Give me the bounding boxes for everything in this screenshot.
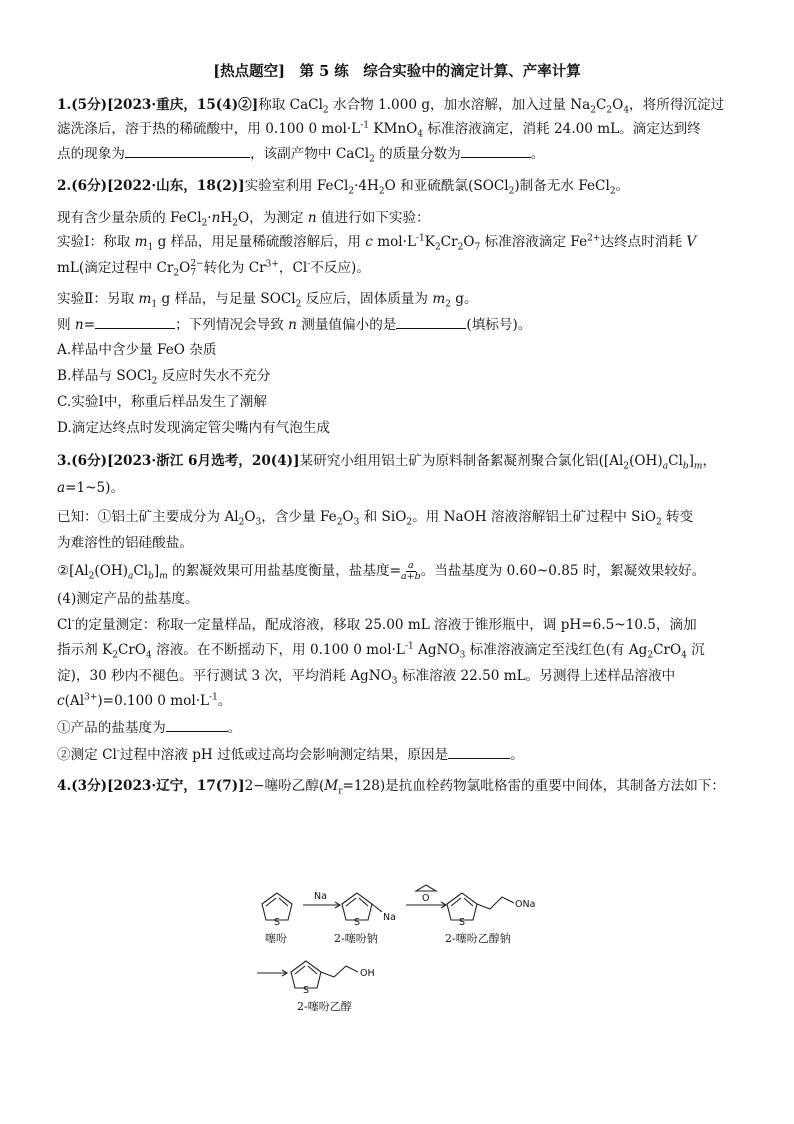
q2-line-4: mL(滴定过程中 $Cr_2O$ 2− 7 转化为 $Cr^{3+}$，Cl-不反应)。 — [57, 258, 370, 279]
q4-header: 4.(3分)[2023·辽宁，17(7)] — [57, 778, 245, 794]
epoxide-reagent — [416, 885, 436, 891]
atom-s-4: S — [303, 985, 310, 996]
q3-line-10: $c(Al^{3+})=0.100$ 0 $mol\cdot L^{-1}$。 — [57, 692, 232, 709]
q3-line-2: a=1~5)。 — [57, 480, 125, 496]
thiophene-ethanol-sodium-structure — [447, 893, 514, 920]
q2-line-6: 则 n= ；下列情况会导致 n 测量值偏小的是 (填标号)。 — [57, 314, 747, 335]
q3-line-5: $②[Al_2(OH)_aCl_b]_m$ 的絮凝效果可用盐基度衡量，盐基度= $\frac{a}{a+b}$ 。当盐基度为 0.60~0.85 时，絮凝效果较好。 — [57, 560, 706, 582]
reagent-na: Na — [314, 891, 327, 902]
q3-line-8: 指示剂 $K_2CrO_4$ 溶液。在不断摇动下，用 0.100 0 $mol\cdot L^{-1}$ AgNO$_3$ 标准溶液滴定至浅红色(有 $Ag_2CrO_4$ 沉 — [57, 641, 705, 661]
atom-ona: ONa — [515, 899, 536, 910]
atom-s-3: S — [459, 917, 466, 928]
compound-label-thiophene-ethanol: 2-噻吩乙醇 — [297, 1000, 352, 1013]
compound-label-thiophene-ethanol-sodium: 2-噻吩乙醇钠 — [445, 932, 511, 945]
atom-oh: OH — [360, 968, 375, 979]
q3-line-1: 3.(6分)[2023·浙江 6月选考，20(4)]某研究小组用铝土矿为原料制备絮凝剂聚合氯化铝($[Al_2(OH)_aCl_b]_m$， — [57, 453, 717, 472]
basicity-fraction: $\frac{a}{a+b}$ — [400, 560, 421, 582]
atom-na: Na — [383, 912, 396, 923]
q1-answer-blank-1[interactable] — [125, 143, 250, 158]
q2-answer-blank-2[interactable] — [396, 314, 466, 329]
q2-line-1: 2.(6分)[2022·山东，18(2)]实验室利用 $FeCl_2\cdot 4H_2O$ 和亚硫酰氯(SOCl$_2$)制备无水 FeCl$_2$。 — [57, 178, 630, 197]
q4-line-1: 4.(3分)[2023·辽宁，17(7)]2−噻吩乙醇$(M_r=128)$是抗血栓药物氯吡格雷的重要中间体，其制备方法如下： — [57, 778, 725, 797]
q3-line-3: 已知：①铝土矿主要成分为 $Al_2O_3$，含少量 $Fe_2O_3$ 和 SiO$_2$。用 NaOH 溶液溶解铝土矿过程中 SiO$_2$ 转变 — [57, 509, 694, 528]
q1-line-3: 点的现象为 ，该副产物中 CaCl$_2$ 的质量分数为 。 — [57, 143, 747, 164]
q3-line-6: (4)测定产品的盐基度。 — [57, 591, 199, 607]
q2-header: 2.(6分)[2022·山东，18(2)] — [57, 178, 245, 194]
thiophene-ethanol-structure — [291, 961, 358, 988]
q2-option-d: D.滴定达终点时发现滴定管尖嘴内有气泡生成 — [57, 420, 331, 436]
page-title: [热点题空] 第 5 练 综合实验中的滴定计算、产率计算 — [213, 63, 581, 80]
q2-option-b: B.样品与 SOCl$_2$ 反应时失水不充分 — [57, 368, 271, 387]
q3-line-4: 为难溶性的铝硅酸盐。 — [57, 535, 193, 551]
q1-line-1: 1.(5分)[2023·重庆，15(4)②]称取 CaCl$_2$ 水合物 1.000 g，加水溶解，加入过量 $Na_2C_2O_4$，将所得沉淀过 — [57, 97, 725, 116]
q3-line-9: 淀)，30 秒内不褪色。平行测试 3 次，平均消耗 AgNO$_3$ 标准溶液 22.50 mL。另测得上述样品溶液中 — [57, 668, 676, 687]
atom-s-1: S — [274, 917, 281, 928]
compound-label-thiophene: 噻吩 — [265, 932, 287, 945]
q3-header: 3.(6分)[2023·浙江 6月选考，20(4)] — [57, 453, 300, 469]
q2-answer-blank-1[interactable] — [95, 314, 175, 329]
q2-line-2: 现有含少量杂质的 $FeCl_2\cdot nH_2O$，为测定 n 值进行如下实验： — [57, 210, 430, 229]
q2-line-5: 实验Ⅱ：另取 $m_1$ g 样品，与足量 SOCl$_2$ 反应后，固体质量为 $m_2$ g。 — [57, 291, 478, 310]
q2-line-3: 实验Ⅰ：称取 $m_1$ g 样品，用足量稀硫酸溶解后，用 c $mol\cdot L^{-1}K_2Cr_2O_7$ 标准溶液滴定 $Fe^{2+}$达终点时消耗 V — [57, 233, 697, 253]
compound-label-thienyl-sodium: 2-噻吩钠 — [334, 932, 378, 945]
thiophene-structure — [262, 893, 292, 920]
q2-option-c: C.实验Ⅰ中，称重后样品发生了潮解 — [57, 394, 267, 410]
q3-answer-blank-2[interactable] — [448, 744, 510, 759]
q3-line-12: ②测定 Cl-过程中溶液 pH 过低或过高均会影响测定结果，原因是 。 — [57, 744, 747, 765]
q1-header: 1.(5分)[2023·重庆，15(4)②] — [57, 97, 259, 113]
q2-option-a: A.样品中含少量 FeO 杂质 — [57, 342, 217, 358]
atom-s-2: S — [354, 917, 361, 928]
q3-answer-blank-1[interactable] — [166, 717, 228, 732]
q3-line-7: Cl-的定量测定：称取一定量样品，配成溶液，移取 25.00 mL 溶液于锥形瓶中，调 pH=6.5~10.5，滴加 — [57, 616, 697, 633]
q1-line-2: 滤洗涤后，溶于热的稀硫酸中，用 0.100 0 $mol\cdot L^{-1}$ KMnO$_4$ 标准溶液滴定，消耗 24.00 mL。滴定达到终 — [57, 120, 701, 140]
q3-line-11: ①产品的盐基度为 。 — [57, 717, 747, 738]
thienyl-sodium-structure — [342, 893, 382, 920]
dichromate-charge: 2− 7 — [190, 258, 204, 278]
q1-answer-blank-2[interactable] — [461, 143, 531, 158]
atom-o-epoxide: O — [422, 893, 430, 904]
